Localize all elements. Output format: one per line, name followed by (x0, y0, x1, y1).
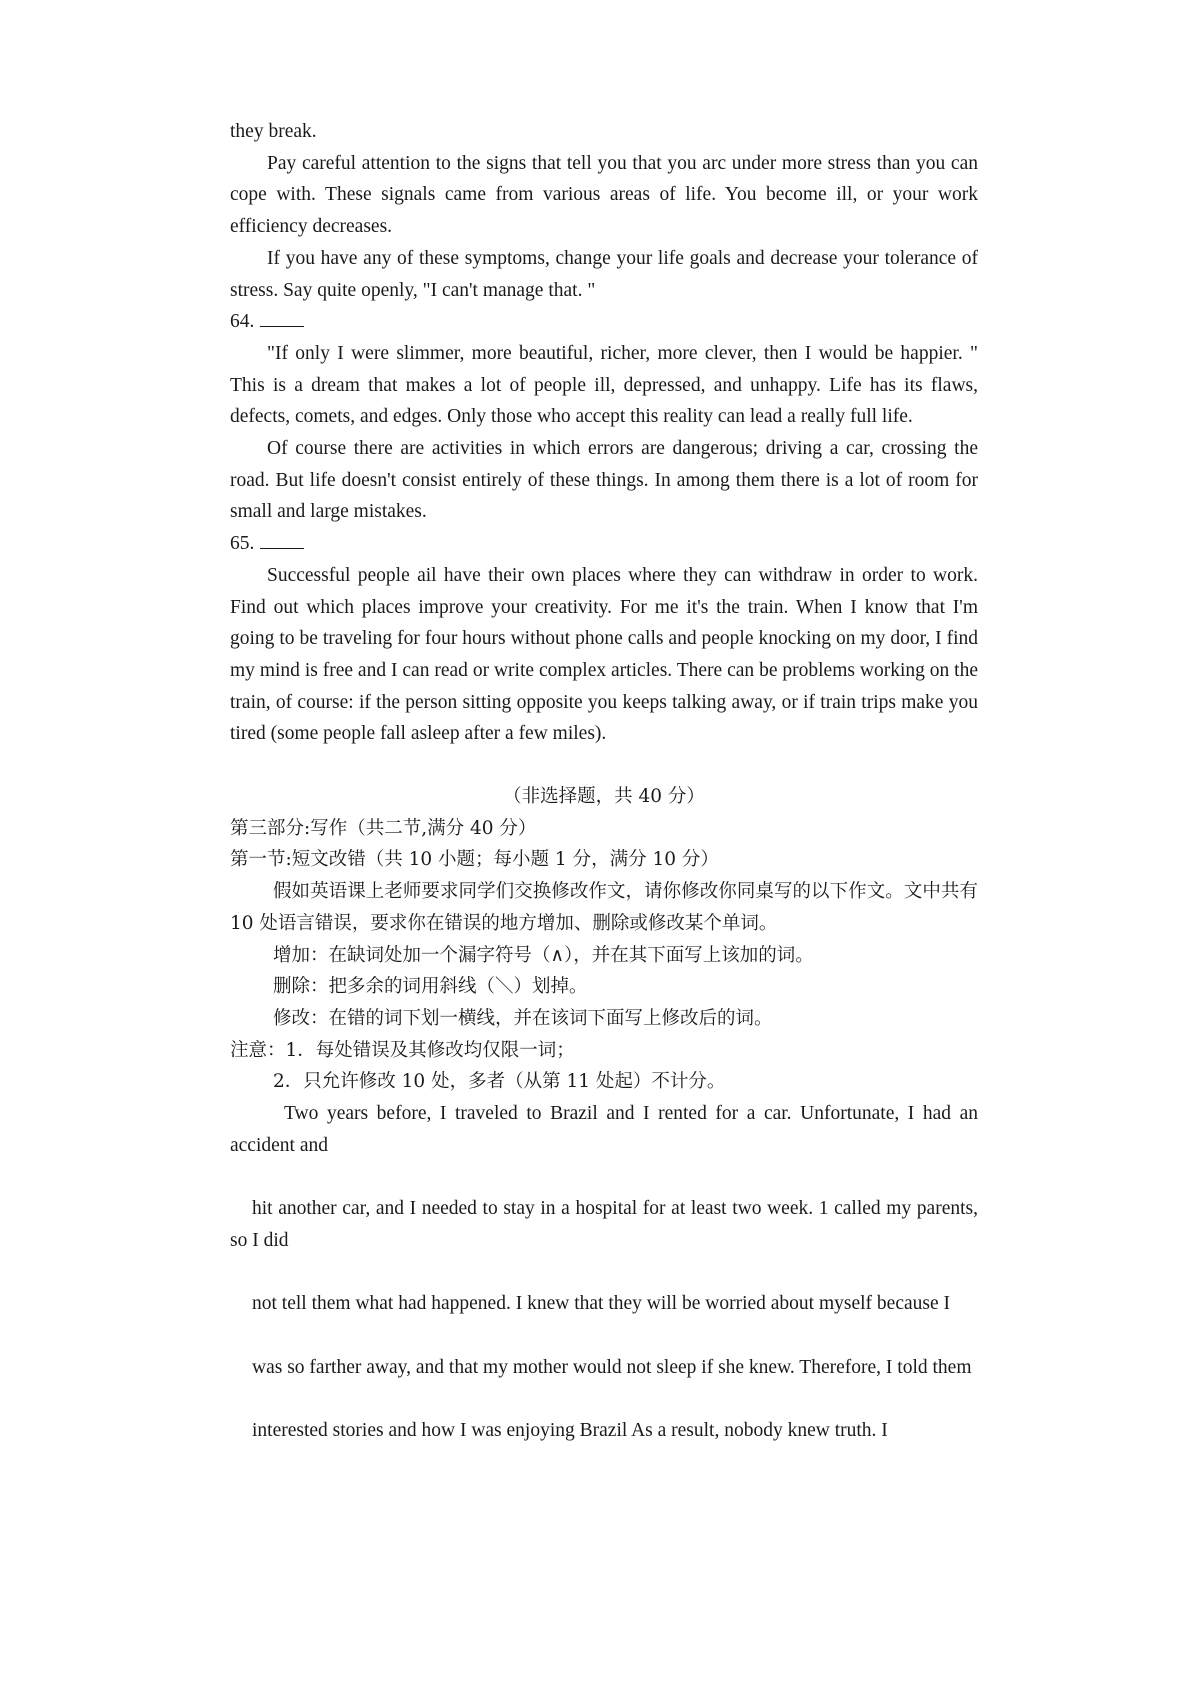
passage-paragraph: Pay careful attention to the signs that tell you that you arc under more stress than you can cope with. These signals came from various areas of life. You become ill, or your work efficiency decreases. (230, 152, 978, 238)
passage-paragraph: "If only I were slimmer, more beautiful, richer, more clever, then I would be happier. " This is a dream that makes a lot of people ill, depressed, and unhappy. Life has its flaws, defects, comets, and edges. Only those who accept this reality can lead a really full life. (230, 342, 978, 428)
spacer (230, 750, 978, 781)
answer-blank[interactable] (260, 308, 304, 327)
rule-delete: 删除：把多余的词用斜线（＼）划掉。 (273, 976, 588, 998)
rule-modify: 修改：在错的词下划一横线，并在该词下面写上修改后的词。 (273, 1007, 773, 1029)
section-title: （非选择题，共 40 分） (503, 786, 705, 808)
document-page (230, 116, 978, 1447)
essay-line: was so farther away, and that my mother would not sleep if she knew. Therefore, I told them (252, 1356, 972, 1378)
essay-line: Two years before, I traveled to Brazil and I rented for a car. Unfortunate, I had an accident and (230, 1103, 978, 1156)
essay-line: interested stories and how I was enjoying Brazil As a result, nobody knew truth. I (252, 1420, 888, 1442)
passage-paragraph: If you have any of these symptoms, change your life goals and decrease your tolerance of stress. Say quite openly, "I can't manage that. " (230, 247, 978, 301)
question-64 (230, 306, 978, 338)
subsection-title: 第一节:短文改错（共 10 小题；每小题 1 分，满分 10 分） (230, 849, 719, 871)
essay-line: hit another car, and I needed to stay in a hospital for at least two week. 1 called my parents, so I did (230, 1198, 978, 1251)
note-1: 注意：1．每处错误及其修改均仅限一词； (230, 1039, 575, 1061)
essay-line: not tell them what had happened. I knew that they will be worried about myself because I (252, 1293, 950, 1315)
passage-paragraph: Successful people ail have their own places where they can withdraw in order to work. Find out which places improve your creativity. For me it's the train. When I know that I'm going to be traveling for four hours without phone calls and people knocking on my door, I find my mind is free and I can read or write complex articles. There can be problems working on the train, of course: if the person sitting opposite you keeps talking away, or if train trips make you tired (some people fall asleep after a few miles). (230, 564, 978, 745)
question-number: 65. (230, 533, 255, 555)
question-65 (230, 528, 978, 560)
part-title: 第三部分:写作（共二节,满分 40 分） (230, 817, 537, 839)
passage-fragment: they break. (230, 121, 317, 142)
rule-add: 增加：在缺词处加一个漏字符号（∧），并在其下面写上该加的词。 (273, 944, 814, 966)
answer-blank[interactable] (260, 530, 304, 549)
instruction-text: 假如英语课上老师要求同学们交换修改作文，请你修改你同桌写的以下作文。文中共有 10 处语言错误，要求你在错误的地方增加、删除或修改某个单词。 (230, 881, 978, 934)
question-number: 64. (230, 311, 255, 333)
note-2: 2．只允许修改 10 处，多者（从第 11 处起）不计分。 (273, 1071, 726, 1093)
passage-paragraph: Of course there are activities in which errors are dangerous; driving a car, crossing the road. But life doesn't consist entirely of these things. In among them there is a lot of room for small and large mistakes. (230, 438, 978, 523)
